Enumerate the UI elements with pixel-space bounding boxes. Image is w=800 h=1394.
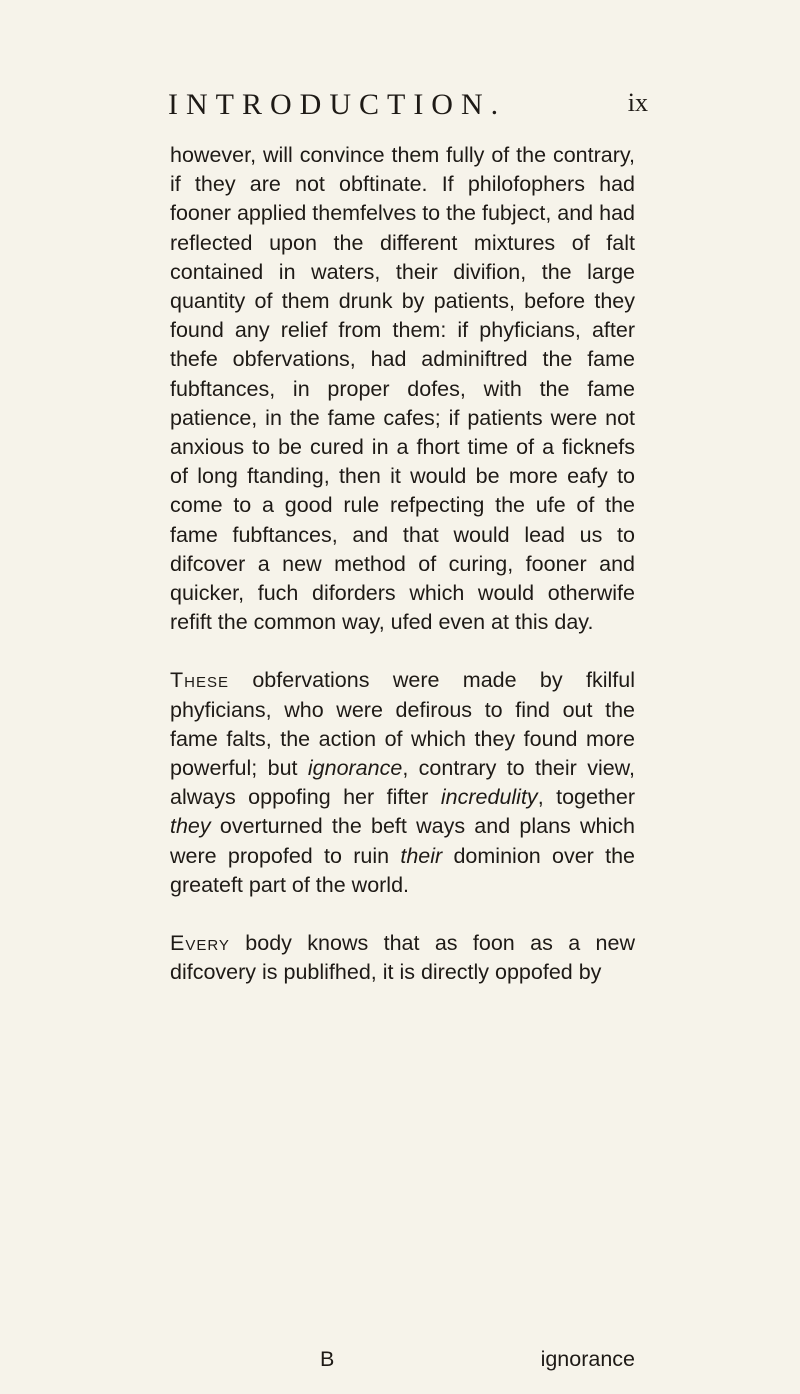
paragraph-2 xyxy=(170,666,635,900)
paragraph-2-text-1: obfervations were made by fkilful phyficians, who were defirous to find out the fame falts, the action of which they found more powerful; but xyxy=(170,668,635,781)
paragraph-3 xyxy=(170,929,635,987)
paragraph-3-text: body knows that as foon as a new difcovery is publifhed, it is directly oppofed by xyxy=(170,931,635,985)
chapter-title: INTRODUCTION. xyxy=(168,88,507,121)
body-text xyxy=(170,141,635,987)
paragraph-2-text-2: , contrary to their view, always oppofing her fifter xyxy=(170,756,635,810)
page-footer xyxy=(170,1347,635,1377)
paragraph-2-text-3: , together xyxy=(537,785,635,810)
page-number: ix xyxy=(627,88,648,117)
paragraph-2-text-4: overturned the beft ways and plans which were propofed to ruin xyxy=(170,814,635,868)
italic-incredulity: incredulity xyxy=(440,785,538,810)
paragraph-1: however, will convince them fully of the contrary, if they are not obftinate. If philofophers had fooner applied themfelves to the fubject, and had reflected upon the different mixtures of falt contained in waters, their divifion, the large quantity of them drunk by patients, before they found any relief from them: if phyficians, after thefe obfervations, had adminiftred the fame fubftances, in proper dofes, with the fame patience, in the fame cafes; if patients were not anxious to be cured in a fhort time of a ficknefs of long ftanding, then it would be more eafy to come to a good rule refpecting the ufe of the fame fubftances, and that would lead us to difcover a new method of curing, fooner and quicker, fuch diforders which would otherwife refift the common way, ufed even at this day. xyxy=(170,143,635,635)
paragraph-2-text-5: dominion over the greateft part of the world. xyxy=(170,843,635,897)
signature-mark: B xyxy=(320,1347,335,1371)
paragraph-3-lead: Every xyxy=(170,931,230,956)
italic-ignorance: ignorance xyxy=(307,756,403,781)
running-head xyxy=(168,88,648,128)
catchword: ignorance xyxy=(540,1347,635,1371)
paragraph-2-lead: These xyxy=(170,668,229,693)
italic-they: they xyxy=(170,814,211,839)
italic-their: their xyxy=(400,843,443,868)
